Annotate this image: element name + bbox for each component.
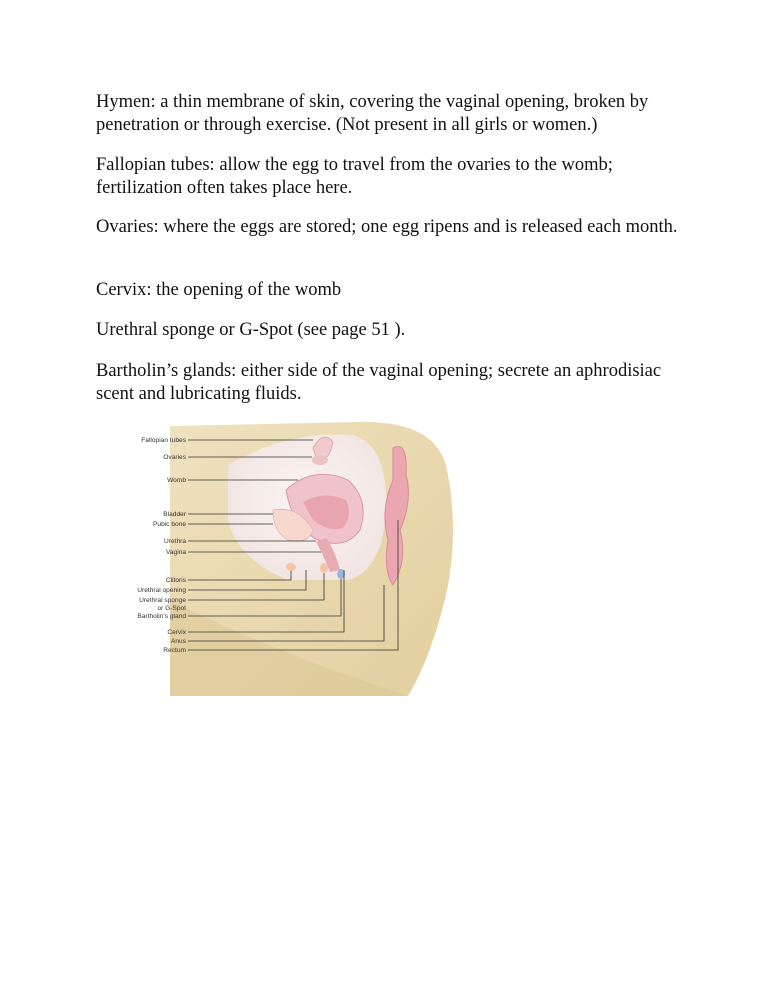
label-bladder: Bladder	[163, 511, 186, 518]
anatomy-diagram	[108, 420, 468, 700]
label-rectum: Rectum	[163, 647, 186, 654]
paragraph-ovaries: Ovaries: where the eggs are stored; one egg ripens and is released each month.	[96, 217, 678, 237]
label-fallopian-tubes: Fallopian tubes	[141, 437, 186, 444]
paragraph-fallopian-tubes: Fallopian tubes: allow the egg to travel from the ovaries to the womb; fertilization often takes place here.	[96, 155, 613, 198]
paragraph-hymen: Hymen: a thin membrane of skin, covering the vaginal opening, broken by penetration or through exercise. (Not present in all girls or women.)	[96, 92, 649, 135]
label-womb: Womb	[167, 477, 186, 484]
clitoris-shape	[286, 563, 296, 571]
label-urethral-opening: Urethral opening	[137, 587, 186, 594]
label-bartholins-gland: Bartholin’s gland	[137, 613, 186, 620]
label-g-spot: or G-Spot	[157, 605, 186, 612]
label-vagina: Vagina	[165, 549, 186, 556]
label-urethral-sponge: Urethral sponge	[139, 597, 186, 604]
label-cervix: Cervix	[167, 629, 186, 636]
label-urethra: Urethra	[164, 538, 186, 545]
label-ovaries: Ovaries	[163, 454, 186, 461]
urethral-sponge-shape	[320, 563, 328, 573]
ovary-shape	[312, 455, 328, 465]
anatomy-figure	[108, 420, 468, 700]
label-clitoris: Clitoris	[165, 577, 186, 584]
label-anus: Anus	[170, 638, 186, 645]
label-pubic-bone: Pubic bone	[153, 521, 186, 528]
paragraph-urethral-sponge: Urethral sponge or G-Spot (see page 51 ).	[96, 320, 406, 340]
paragraph-bartholins-glands: Bartholin’s glands: either side of the vaginal opening; secrete an aphrodisiac scent and lubricating fluids.	[96, 361, 662, 404]
paragraph-cervix: Cervix: the opening of the womb	[96, 280, 342, 300]
